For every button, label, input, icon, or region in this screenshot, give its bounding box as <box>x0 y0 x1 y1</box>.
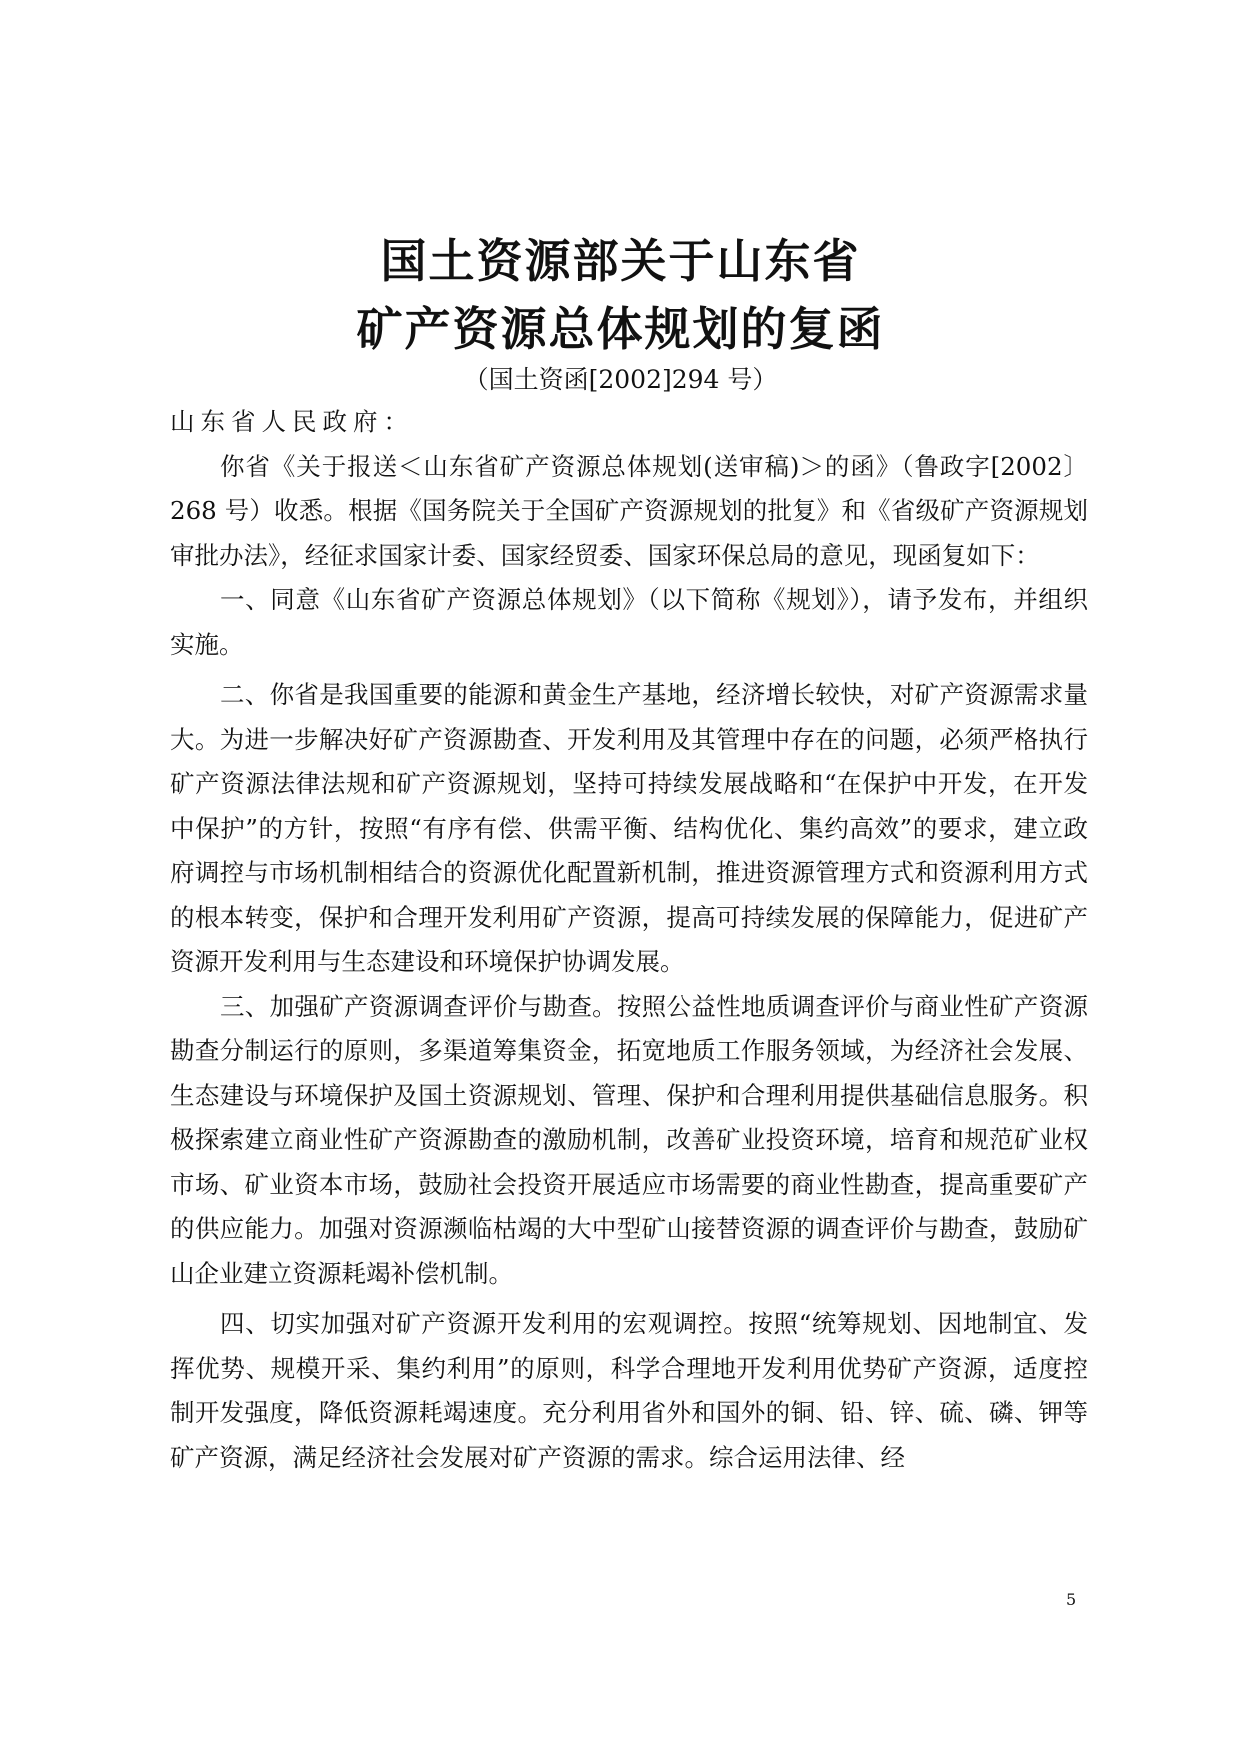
document-title-line-2: 矿产资源总体规划的复函 <box>356 302 885 356</box>
document-body <box>170 400 1088 1480</box>
salutation: 山东省人民政府： <box>170 407 414 436</box>
paragraph-1: 一、同意《山东省矿产资源总体规划》（以下简称《规划》），请予发布，并组织实施。 <box>170 585 1088 659</box>
page-number: 5 <box>1066 1590 1077 1609</box>
document-title-line-1: 国土资源部关于山东省 <box>380 234 861 288</box>
paragraph-intro: 你省《关于报送＜山东省矿产资源总体规划(送审稿)＞的函》（鲁政字[2002〕268 号）收悉。根据《国务院关于全国矿产资源规划的批复》和《省级矿产资源规划审批办法》，经征求国家计委、国家经贸委、国家环保总局的意见，现函复如下： <box>170 451 1088 570</box>
paragraph-4: 四、切实加强对矿产资源开发利用的宏观调控。按照“统筹规划、因地制宜、发挥优势、规模开采、集约利用”的原则，科学合理地开发利用优势矿产资源，适度控制开发强度，降低资源耗竭速度。充分利用省外和国外的铜、铅、锌、硫、磷、钾等矿产资源，满足经济社会发展对矿产资源的需求。综合运用法律、经 <box>170 1309 1088 1472</box>
paragraph-2: 二、你省是我国重要的能源和黄金生产基地，经济增长较快，对矿产资源需求量大。为进一步解决好矿产资源勘查、开发利用及其管理中存在的问题，必须严格执行矿产资源法律法规和矿产资源规划，坚持可持续发展战略和“在保护中开发，在开发中保护”的方针，按照“有序有偿、供需平衡、结构优化、集约高效”的要求，建立政府调控与市场机制相结合的资源优化配置新机制，推进资源管理方式和资源利用方式的根本转变，保护和合理开发利用矿产资源，提高可持续发展的保障能力，促进矿产资源开发利用与生态建设和环境保护协调发展。 <box>170 680 1088 976</box>
document-number: （国土资函[2002]294 号） <box>463 365 778 394</box>
paragraph-3: 三、加强矿产资源调查评价与勘查。按照公益性地质调查评价与商业性矿产资源勘查分制运行的原则，多渠道筹集资金，拓宽地质工作服务领域，为经济社会发展、生态建设与环境保护及国土资源规划、管理、保护和合理利用提供基础信息服务。积极探索建立商业性矿产资源勘查的激励机制，改善矿业投资环境，培育和规范矿业权市场、矿业资本市场，鼓励社会投资开展适应市场需要的商业性勘查，提高重要矿产的供应能力。加强对资源濒临枯竭的大中型矿山接替资源的调查评价与勘查，鼓励矿山企业建立资源耗竭补偿机制。 <box>170 991 1088 1288</box>
